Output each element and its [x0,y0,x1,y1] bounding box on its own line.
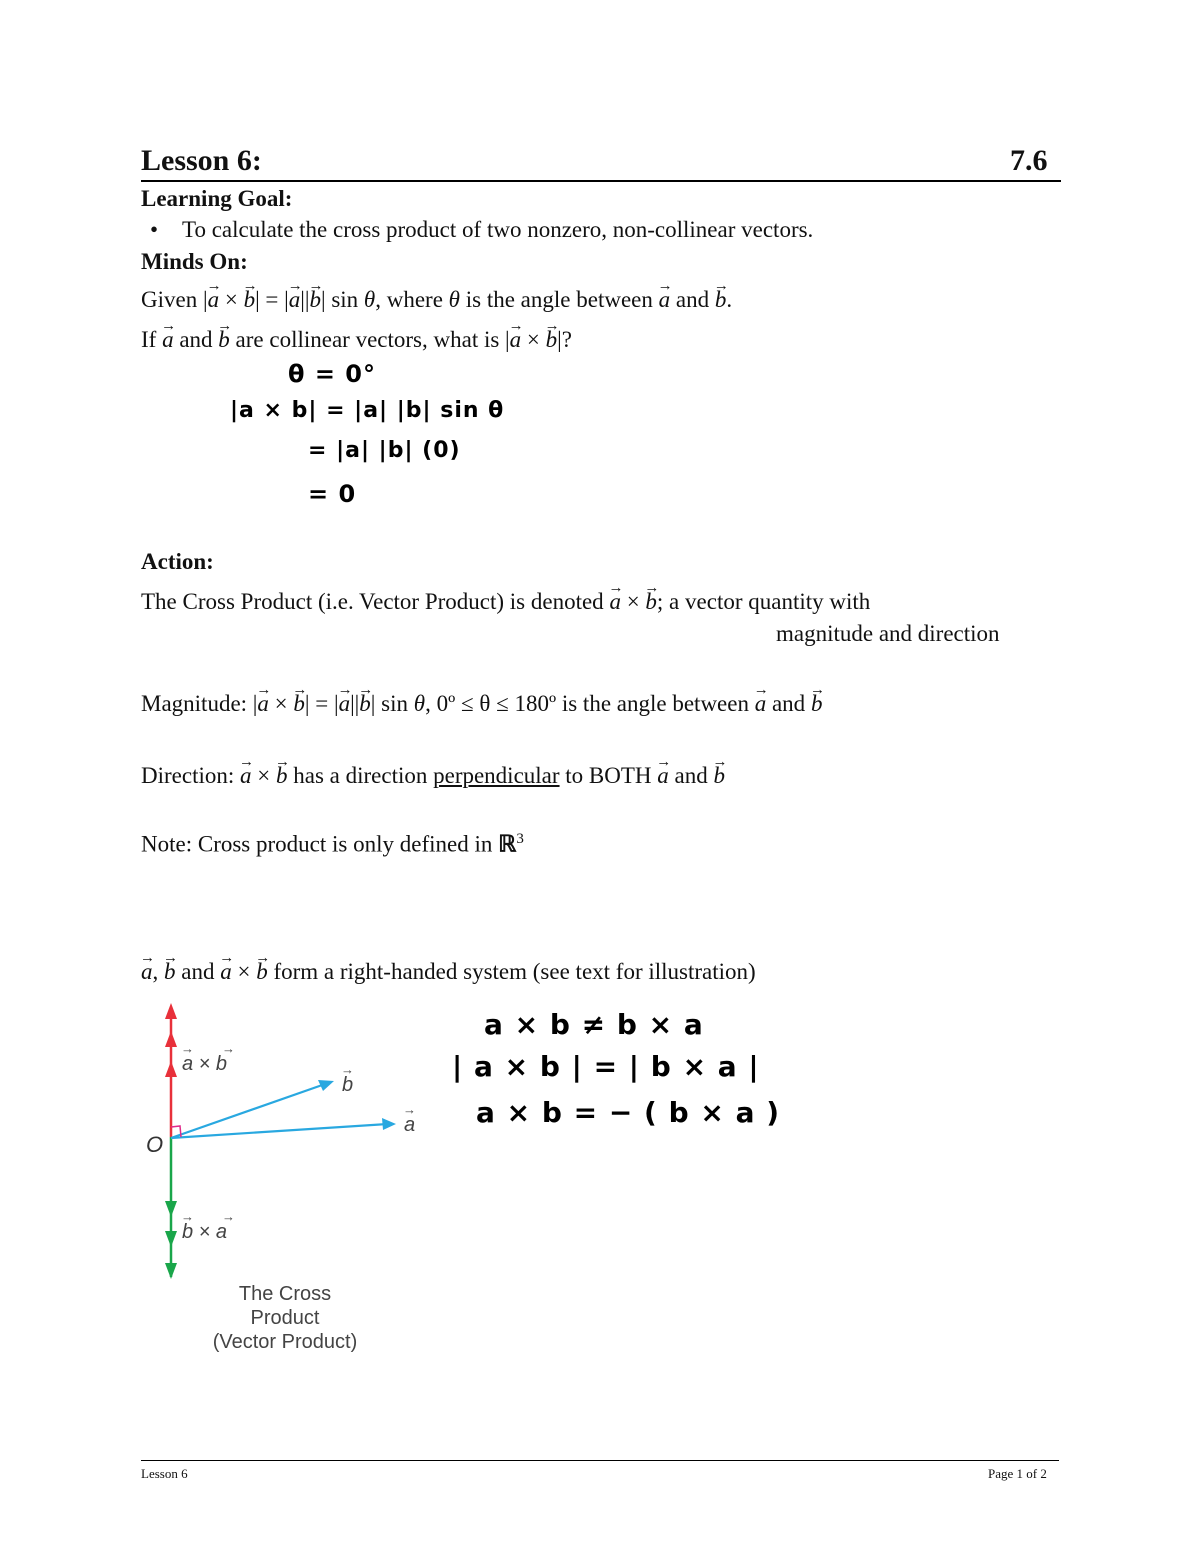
right-handed-line: → a, → b and → a × → b form a right-handed system (see text for illustration) [141,958,756,986]
figure-caption [204,1282,366,1354]
magnitude-and: and [771,691,806,716]
question-if: If [141,327,157,352]
minds-on-heading: Minds On: [141,249,248,274]
given-prefix: Given [141,287,198,312]
label-b: b [342,1074,354,1096]
arrowhead-down-3 [165,1263,177,1279]
action-line1-prefix: The Cross Product (i.e. Vector Product) is denoted [141,589,604,614]
given-line: Given |→ a × → b| = |→ a||→ b| sin θ, where θ is the angle between → a and → b. [141,286,732,314]
handwritten-formula: |a × b| = |a| |b| sin θ [230,398,505,423]
learning-goal-bullet: To calculate the cross product of two nonzero, non-collinear vectors. [182,217,814,242]
label-a-arrow: → [403,1102,416,1117]
footer-left: Lesson 6 [141,1466,188,1481]
label-b-cross-a-arrow-b: → [181,1209,194,1224]
handwritten-noncommutative: a × b ≠ b × a [484,1008,704,1041]
footer-rule [141,1460,1059,1461]
label-a: a [404,1114,416,1136]
handwritten-sub: = |a| |b| (0) [308,438,461,463]
label-a-cross-b-arrow-a: → [181,1041,194,1056]
action-line1: The Cross Product (i.e. Vector Product) is denoted → a × → b; a vector quantity with [141,588,870,616]
handwritten-equal-magnitude: | a × b | = | b × a | [452,1050,760,1083]
label-a-cross-b: a × b [182,1053,228,1075]
label-b-cross-a-arrow-a: → [222,1209,235,1224]
arrowhead-up-3 [165,1061,177,1077]
label-b-cross-a: b × a [182,1221,228,1243]
label-a-cross-b-arrow-b: → [222,1041,235,1056]
magnitude-line: Magnitude: |→ a × → b| = |→ a||→ b| sin θ, 0º ≤ θ ≤ 180º is the angle between → a and → b [141,690,822,718]
direction-suffix: to BOTH [565,763,652,788]
magnitude-label: Magnitude: [141,691,248,716]
handwritten-theta: θ = 0° [288,360,377,388]
question-rest: are collinear vectors, what is [235,327,500,352]
action-line1-suffix: ; a vector quantity with [656,589,871,614]
learning-goal-heading: Learning Goal: [141,186,293,211]
handwritten-result: = 0 [308,480,357,508]
action-line2: magnitude and direction [776,621,1000,646]
direction-and: and [674,763,708,788]
direction-mid: has a direction [293,763,428,788]
rh-suffix: form a right-handed system (see text for illustration) [273,959,756,984]
given-angle: is the angle between [465,287,653,312]
vector-a-arrowhead [382,1118,396,1130]
magnitude-suffix: is the angle between [561,691,749,716]
note-prefix: Note: Cross product is only defined in [141,831,493,857]
question-and: and [179,327,213,352]
direction-perpendicular: perpendicular [433,763,560,788]
given-where: , where [375,287,443,312]
arrowhead-down-2 [165,1231,177,1247]
bullet-dot: • [150,217,159,242]
note-space: ℝ [498,831,517,857]
page-title: Lesson 6: [141,144,262,177]
collinear-question: If → a and → b are collinear vectors, what is |→ a × → b|? [141,326,572,354]
arrowhead-up-1 [165,1003,177,1019]
note-exp: 3 [516,831,524,847]
action-heading: Action: [141,549,214,574]
arrowhead-down-1 [165,1201,177,1217]
figure-caption-line1: The Cross Product [238,1283,332,1329]
header-rule [141,180,1061,182]
label-b-arrow: → [341,1062,354,1077]
origin-label: O [146,1132,164,1157]
arrowhead-up-2 [165,1031,177,1047]
footer-page: Page 1 of 2 [988,1466,1047,1481]
rh-and: and [181,959,215,984]
figure-caption-line2: (Vector Product) [212,1331,358,1353]
given-and: and [675,287,710,312]
direction-label: Direction: [141,763,235,788]
direction-line: Direction: → a × → b has a direction perpendicular to BOTH → a and → b [141,762,725,790]
note-line [141,825,524,859]
magnitude-range: 0º ≤ θ ≤ 180º [436,691,557,716]
section-number: 7.6 [1010,144,1048,177]
handwritten-anticommutative: a × b = − ( b × a ) [476,1096,781,1129]
